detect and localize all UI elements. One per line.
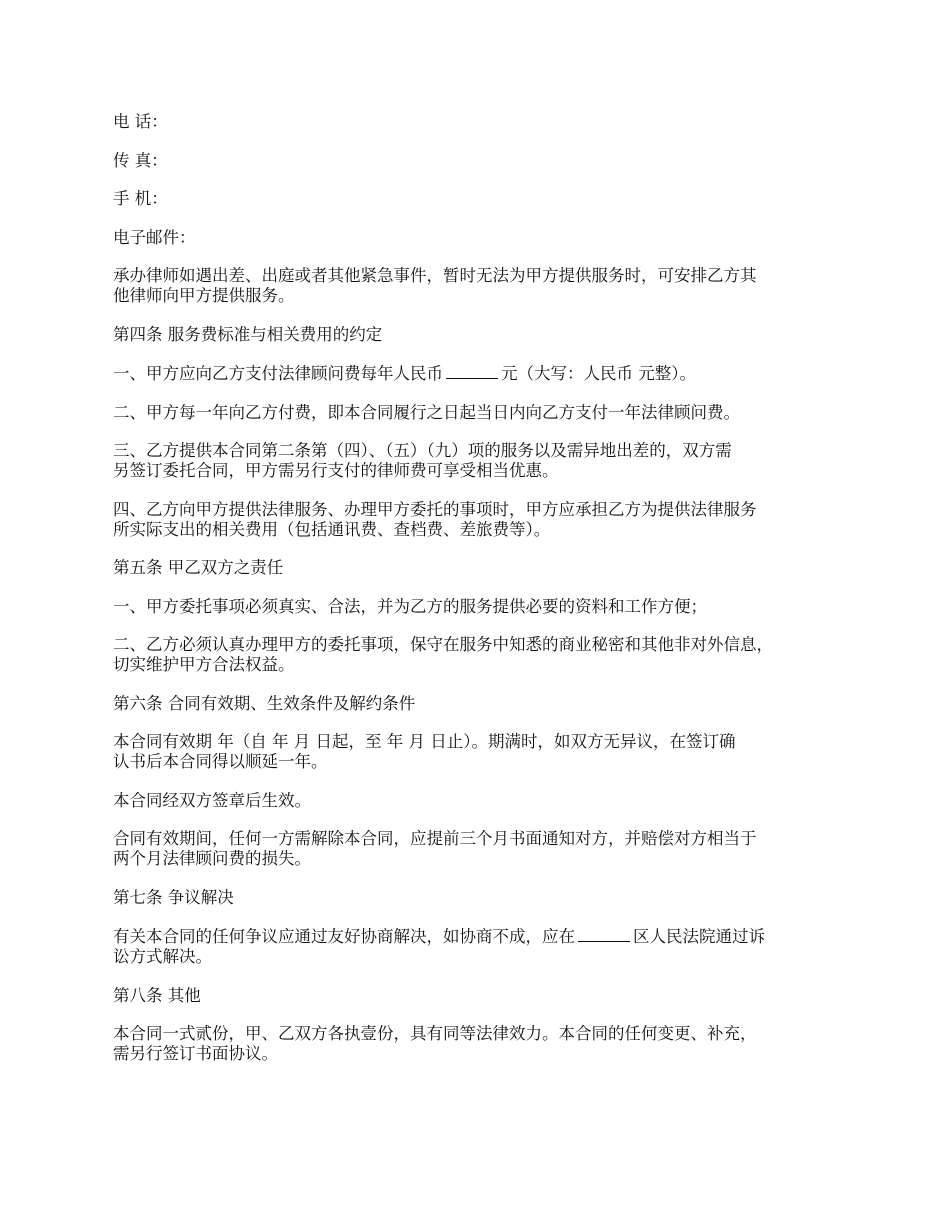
fee-amount-blank (446, 363, 498, 379)
article-6-heading: 第六条 合同有效期、生效条件及解约条件 (113, 693, 416, 713)
text-line: 他律师向甲方提供服务。 (113, 286, 295, 305)
article-4-item-2: 二、甲方每一年向乙方付费，即本合同履行之日起当日内向乙方支付一年法律顾问费。 (113, 402, 740, 422)
article-4-item-3 (113, 441, 848, 481)
document-page (113, 112, 848, 1083)
contact-mobile: 手 机： (113, 189, 168, 208)
contact-phone: 电 话： (113, 112, 168, 131)
article-5-item-1: 一、甲方委托事项必须真实、合法，并为乙方的服务提供必要的资料和工作方便； (113, 596, 707, 616)
text-line: 认书后本合同得以顺延一年。 (113, 752, 328, 771)
text-line: 切实维护甲方合法权益。 (113, 655, 295, 674)
article-7-heading: 第七条 争议解决 (113, 887, 234, 907)
text-line: 讼方式解决。 (113, 947, 212, 966)
article-6-termination (113, 829, 848, 869)
article-5-heading: 第五条 甲乙双方之责任 (113, 558, 284, 577)
text-line: 两个月法律顾问费的损失。 (113, 849, 311, 868)
text-line: 本合同有效期 年（自 年 月 日起，至 年 月 日止）。期满时，如双方无异议，在签订确 (113, 732, 736, 751)
text-line: 另签订委托合同，甲方需另行支付的律师费可享受相当优惠。 (113, 461, 559, 480)
article-6-effect: 本合同经双方签章后生效。 (113, 790, 311, 810)
substitute-lawyer-clause (113, 266, 848, 306)
text-line: 承办律师如遇出差、出庭或者其他紧急事件，暂时无法为甲方提供服务时，可安排乙方其 (113, 266, 757, 285)
text-line: 二、乙方必须认真办理甲方的委托事项，保守在服务中知悉的商业秘密和其他非对外信息， (113, 635, 773, 654)
article-8-heading: 第八条 其他 (113, 985, 201, 1005)
article-5-item-2 (113, 635, 848, 675)
article-8-other (113, 1024, 848, 1064)
text-line: 需另行签订书面协议。 (113, 1044, 278, 1063)
article-4-heading: 第四条 服务费标准与相关费用的约定 (113, 324, 383, 344)
article-6-term (113, 732, 848, 772)
text-segment: 一、甲方应向乙方支付法律顾问费每年人民币 (113, 364, 443, 383)
text-line: 四、乙方向甲方提供法律服务、办理甲方委托的事项时，甲方应承担乙方为提供法律服务 (113, 499, 757, 519)
article-4-item-1 (113, 363, 848, 384)
contact-email: 电子邮件： (113, 227, 196, 247)
contact-fax: 传 真： (113, 150, 168, 170)
text-line: 合同有效期间，任何一方需解除本合同，应提前三个月书面通知对方，并赔偿对方相当于 (113, 829, 757, 848)
text-segment: 区人民法院通过诉 (633, 927, 765, 946)
text-line (113, 926, 848, 947)
text-segment: 有关本合同的任何争议应通过友好协商解决，如协商不成，应在 (113, 927, 575, 946)
text-line: 三、乙方提供本合同第二条第（四）、（五）（九）项的服务以及需异地出差的，双方需 (113, 441, 732, 460)
text-line: 本合同一式贰份，甲、乙双方各执壹份，具有同等法律效力。本合同的任何变更、补充， (113, 1024, 757, 1043)
text-line: 所实际支出的相关费用（包括通讯费、查档费、差旅费等）。 (113, 519, 551, 539)
article-7-dispute (113, 926, 848, 967)
article-4-item-4 (113, 500, 848, 540)
court-district-blank (578, 926, 630, 942)
text-segment: 元（大写：人民币 元整）。 (501, 364, 696, 383)
